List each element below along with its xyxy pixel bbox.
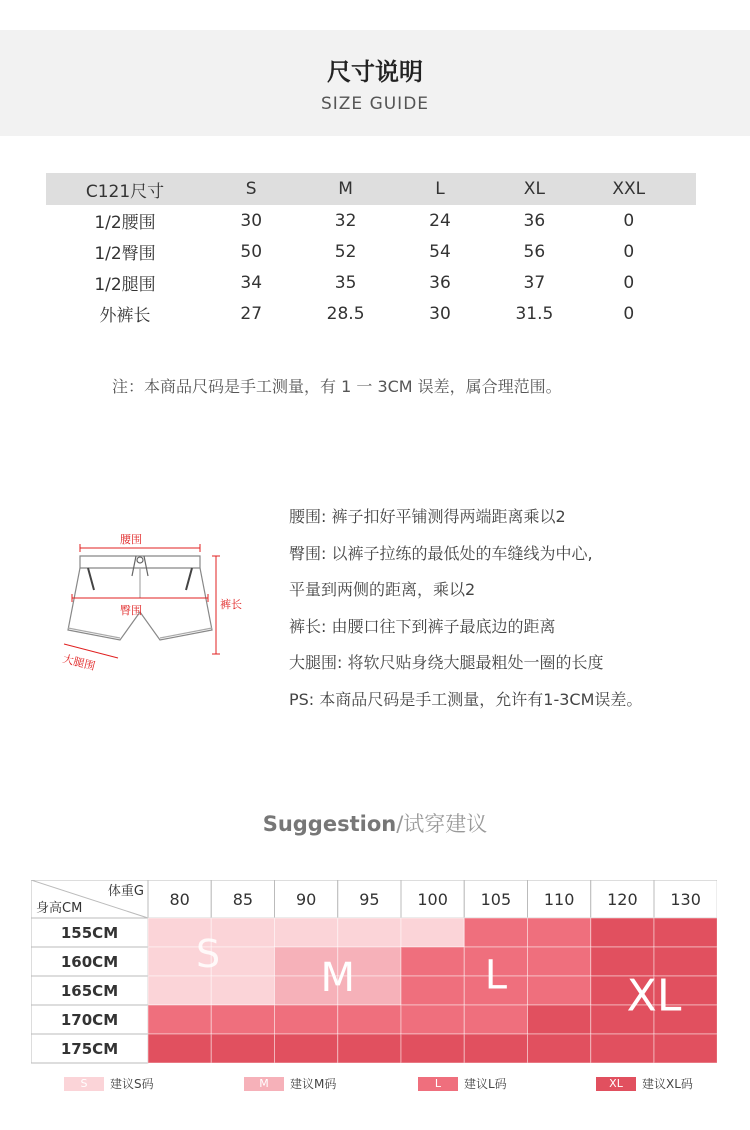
- size-cell: [211, 947, 274, 976]
- suggestion-title-en: Suggestion: [262, 812, 397, 836]
- weight-header: 95: [359, 890, 380, 909]
- suggestion-title-zh: /试穿建议: [396, 812, 488, 836]
- size-cell: [148, 976, 211, 1005]
- table-cell: 27: [240, 303, 263, 324]
- table-cell: 30: [429, 303, 451, 324]
- size-cell: [338, 1034, 401, 1063]
- height-header: 175CM: [60, 1040, 119, 1058]
- size-cell: [401, 976, 464, 1005]
- size-cell: [401, 1034, 464, 1063]
- height-header: 155CM: [60, 924, 119, 942]
- instruction-line: 腰围: 裤子扣好平铺测得两端距离乘以2: [289, 507, 566, 526]
- table-cell: 31.5: [515, 303, 554, 324]
- weight-header: 130: [670, 890, 701, 909]
- waist-label: 腰围: [120, 533, 142, 546]
- table-cell: 0: [623, 272, 635, 293]
- table-cell: 30: [240, 210, 263, 231]
- table-cell: 54: [429, 241, 451, 262]
- size-table: [46, 173, 696, 329]
- table-cell: 52: [334, 241, 357, 262]
- page-subtitle: SIZE GUIDE: [320, 94, 430, 114]
- height-header: 170CM: [60, 1011, 119, 1029]
- size-legend: [0, 1075, 750, 1095]
- legend-swatch: L: [418, 1077, 458, 1091]
- size-cell: [211, 918, 274, 947]
- weight-axis-label: 体重G: [107, 884, 144, 899]
- weight-header: 80: [169, 890, 190, 909]
- legend-swatch: M: [244, 1077, 284, 1091]
- table-cell: 0: [623, 210, 635, 231]
- region-label: M: [320, 955, 356, 1002]
- legend-swatch: S: [64, 1077, 104, 1091]
- table-cell: 56: [523, 241, 546, 262]
- size-cell: [654, 918, 717, 947]
- size-cell: [275, 918, 338, 947]
- table-cell: 28.5: [326, 303, 365, 324]
- instruction-line: 臀围: 以裤子拉练的最低处的车缝线为中心,: [289, 543, 593, 563]
- size-cell: [275, 1005, 338, 1034]
- height-axis-label: 身高CM: [36, 901, 83, 916]
- table-row: [46, 205, 696, 236]
- header-cell: XXL: [612, 179, 646, 199]
- header-cell: C121尺寸: [85, 181, 165, 202]
- region-label: L: [484, 952, 508, 999]
- instruction-line: 裤长: 由腰口往下到裤子最底边的距离: [289, 616, 556, 636]
- size-cell: [211, 976, 274, 1005]
- measurement-instructions: [289, 504, 729, 723]
- size-cell: [338, 1005, 401, 1034]
- table-row: [46, 298, 696, 329]
- legend-label: 建议S码: [110, 1077, 154, 1091]
- size-suggestion-grid: [31, 880, 717, 1064]
- table-cell: 50: [240, 241, 263, 262]
- weight-header: 110: [543, 890, 575, 909]
- weight-header: 85: [232, 890, 254, 909]
- row-label: 外裤长: [99, 306, 151, 326]
- length-measure-line: [212, 556, 220, 654]
- table-cell: 32: [334, 210, 357, 231]
- thigh-label: 大腿围: [61, 652, 97, 673]
- size-cell: [528, 947, 591, 976]
- header-cell: M: [338, 179, 353, 199]
- header-banner: [0, 30, 750, 136]
- shorts-diagram: [58, 528, 258, 678]
- size-table-header: [46, 173, 696, 205]
- table-cell: 36: [523, 210, 546, 231]
- size-cell: [591, 918, 654, 947]
- waistband-outline: [80, 556, 200, 568]
- instruction-line: PS: 本商品尺码是手工测量，允许有1-3CM误差。: [289, 689, 643, 709]
- size-cell: [528, 1005, 591, 1034]
- size-cell: [401, 947, 464, 976]
- table-row: [46, 267, 696, 298]
- weight-header: 90: [295, 890, 317, 909]
- size-cell: [464, 1034, 527, 1063]
- length-label: 裤长: [220, 598, 242, 611]
- size-cell: [464, 918, 527, 947]
- size-cell: [528, 918, 591, 947]
- header-cell: XL: [523, 179, 545, 199]
- header-cell: L: [435, 179, 445, 199]
- size-cell: [528, 976, 591, 1005]
- legend-item: [596, 1075, 693, 1092]
- hip-label: 臀围: [120, 604, 142, 617]
- row-label: 1/2腰围: [94, 213, 156, 233]
- size-cell: [654, 1034, 717, 1063]
- row-label: 1/2腿围: [94, 275, 156, 295]
- size-cell: [401, 1005, 464, 1034]
- measurement-note: 注：本商品尺码是手工测量，有 1 一 3CM 误差，属合理范围。: [112, 377, 562, 396]
- instruction-line: 大腿围: 将软尺贴身绕大腿最粗处一圈的长度: [289, 653, 604, 672]
- suggestion-title: [0, 808, 750, 838]
- table-cell: 35: [334, 272, 357, 293]
- row-label: 1/2臀围: [94, 244, 156, 264]
- table-cell: 0: [623, 303, 635, 324]
- size-cell: [148, 1005, 211, 1034]
- legend-item: [244, 1075, 336, 1092]
- size-cell: [591, 1034, 654, 1063]
- size-cell: [338, 918, 401, 947]
- table-cell: 0: [623, 241, 635, 262]
- table-cell: 37: [523, 272, 546, 293]
- instruction-line: 平量到两侧的距离，乘以2: [289, 580, 476, 599]
- legend-swatch: XL: [596, 1077, 636, 1091]
- legend-label: 建议M码: [290, 1077, 337, 1091]
- legend-item: [64, 1075, 154, 1092]
- region-label: XL: [626, 970, 682, 1022]
- size-cell: [211, 1034, 274, 1063]
- weight-header: 120: [607, 890, 638, 909]
- table-row: [46, 236, 696, 267]
- table-cell: 24: [429, 210, 451, 231]
- legend-item: [418, 1075, 507, 1092]
- height-header: 165CM: [60, 982, 119, 1000]
- size-cell: [148, 1034, 211, 1063]
- legend-label: 建议L码: [464, 1077, 507, 1091]
- size-cell: [401, 918, 464, 947]
- size-cell: [464, 1005, 527, 1034]
- weight-header: 100: [417, 890, 448, 909]
- table-cell: 34: [240, 272, 263, 293]
- table-cell: 36: [429, 272, 451, 293]
- height-header: 160CM: [60, 953, 119, 971]
- weight-header: 105: [480, 890, 512, 909]
- region-label: S: [196, 932, 221, 977]
- page-title: 尺寸说明: [327, 58, 423, 86]
- legend-label: 建议XL码: [642, 1077, 693, 1091]
- header-cell: S: [245, 179, 257, 199]
- size-cell: [275, 1034, 338, 1063]
- size-cell: [211, 1005, 274, 1034]
- size-cell: [528, 1034, 591, 1063]
